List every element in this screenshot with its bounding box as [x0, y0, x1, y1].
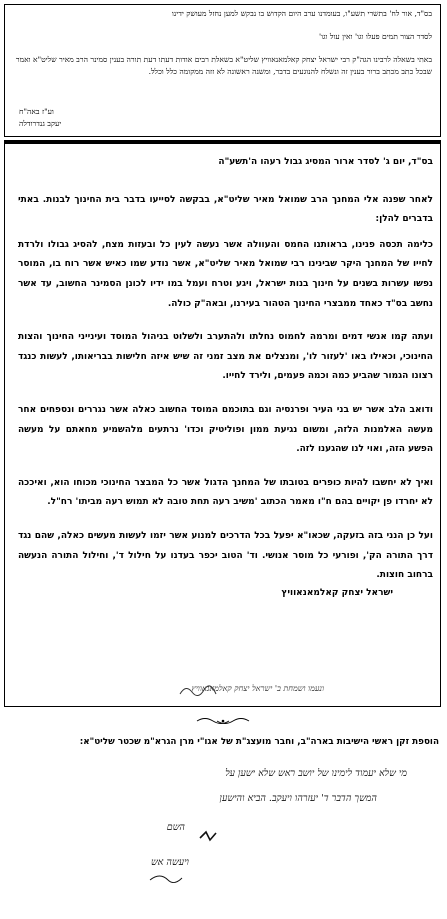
letter-paragraph: כלימה תכסה פנינו, בראותנו החמס והעוולה אשר נעשה לעין כל ובעזות מצח, להסיג גבולו ולרדת לחייו של המחנך היקר שבינינו רבי שמואל מאיר שליט"א, אשר נודע שמו כאיש אשר רוח בו, המוסר נפשו עשרות בשנים על חינוך בנות ישראל, ויגע וטרח ועמל במו ידיו לכונן הסמינר החשוב, עד אשר נחשב בס"ד כאחד ממבצרי החינוך הטהור בעירנו, ובאה"ק כולה. [18, 239, 433, 309]
notice-sign-line2: יעקב גנדרודלה [19, 119, 62, 128]
letter-paragraph: ועל כן הנני בזה בזעקה, שכאו"א יפעל בכל הדרכים למנוע אשר יזמו לעשות מעשים כאלה, שהם נגד דרך התורה הק', ופורעי כל מוסר אנושי. וד' הטוב יכפר בעדנו על חילול ד', וחילול התורה הנעשה ברחוב חוצות. [18, 530, 433, 581]
notice-sign-line1: וע"ז באה"ח [19, 107, 54, 116]
handwritten-line: מי שלא יעמוד לימינו של יושב ראש שלא ישען על [225, 768, 407, 779]
notice-heading: בס"ד, אור לח' בתשרי תשע"ו, בעומדנו ערב היום הקדוש בו נבקש למען נחזל מעושק ידינו [171, 9, 432, 18]
handwritten-line: המשך הדבר ד' יעזרהו ויעקב. הביא והישען [219, 793, 377, 804]
handwritten-signature-text: ונעמו ושמחת ב' ישראל יצחק קאלמאנאוויץ [191, 684, 324, 693]
letter-date: בס"ד, יום ג' לסדר ארור המסיג גבול רעהו ה'תשע"ה [218, 157, 433, 167]
letter-paragraph: ועתה קמו אנשי דמים ומרמה לחמוס נחלתו ולהתערב ולשלוט בניהול המוסד ועינייני החינוך והצות החינוכי, וכאילו באו 'לעזור לו', ומנצלים את מצב זמני זה שיש איזה חלישות בבריאותו, לעשות כנגד רצונו הגמור שהביע כמה וכמה פעמים, ולירד לחייו. [18, 332, 433, 382]
handwritten-line: ויעשה אש [150, 857, 189, 868]
handwritten-line: השם [166, 822, 185, 833]
addendum-title: הוספת זקן ראשי הישיבות בארה"ב, וחבר מועצג"ת של אגו"י מרן הגרא"מ שכטר שליט"א: [79, 737, 439, 747]
letter-greeting: לאחר שפנה אלי המחנך הרב שמואל מאיר שליט"א, בבקשה לסייעו בדבר בית החינוך לבנות. באתי בדברים להלן: [18, 194, 433, 225]
notice-body: באתי בשאלה לרבינו הגה"ק רבי ישראל יצחק קאלמאנאוויץ שליט"א בשאלת רבים אודות דעתו דעת תורה בענין סמינר הרב מאיר שליט"א ואמר שבכל כתב מכתב ברור בענין זה ונשלח להנוגעים בדבר, ומשנה ראשונה לא זזה ממקומה כלל וכלל. [15, 55, 432, 76]
letter-paragraph: ודואב הלב אשר יש בני העיר ופרנסיה וגם בתוכמם המוסד החשוב כאלה אשר נגררים ונספחים אחר מעשה האלמנות הלזה, ומשום נגיעת ממון ופוליטיק וכדו' נרתעים מלהשמיע מחאתם על מעשה הפשע הזה, ואוי לנו שהגענו לזה. [18, 404, 433, 455]
letter-paragraph: ואיך לא יחשבו להיות כופרים בטובתו של המחנך הדגול אשר כל המבצר החינוכי מכוחו הוא, ואיככה לא יחרדו פן יקויים בהם ח"ו מאמר הכתוב 'משיב רעה תחת טובה לא תמוש רעה מביתו' רח"ל. [18, 477, 433, 508]
notice-line2: לסדר הצור תמים פעלו וגו' ואין עול וגו' [319, 32, 432, 42]
letter-signature: ישראל יצחק קאלמאנאוויץ [281, 587, 393, 598]
